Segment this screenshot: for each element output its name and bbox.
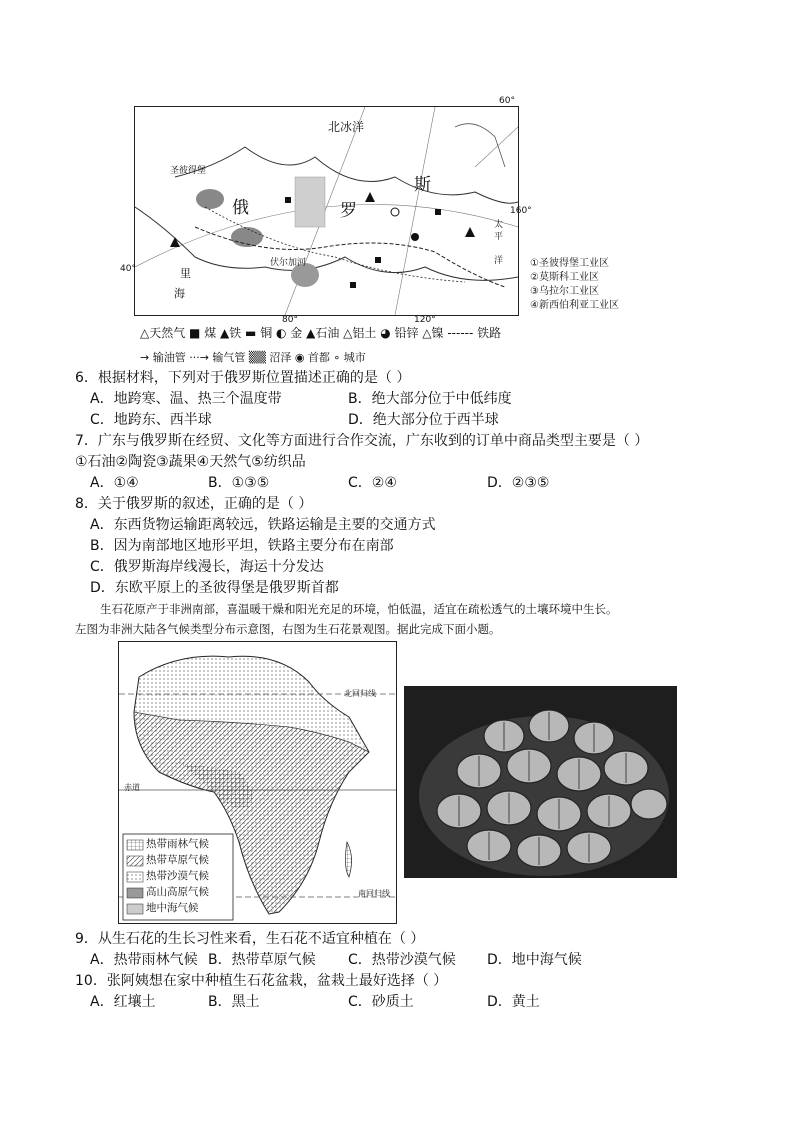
africa-legend-item-3: 热带沙漠气候 [146,870,209,882]
lithops-photo [404,686,677,878]
map-legend-row-1: △天然气 ■ 煤 ▲铁 ▬ 铜 ◐ 金 ▲石油 △铝土 ◕ 铅锌 △镍 ------ 铁路 [140,326,502,340]
industrial-area-3: ③乌拉尔工业区 [530,286,599,297]
africa-legend-item-1: 热带雨林气候 [146,838,209,850]
question-7-items: ①石油②陶瓷③蔬果④天然气⑤纺织品 [75,454,306,470]
question-8-stem: 8．关于俄罗斯的叙述，正确的是（ ） [75,496,313,512]
tropic-cancer-label: 北回归线 [344,689,376,698]
country-char-1: 俄 [232,198,249,218]
question-6-option-a[interactable]: A．地跨寒、温、热三个温度带 [90,391,282,407]
lat-label-60: 60° [499,96,515,106]
question-8-option-b[interactable]: B．因为南部地区地形平坦，铁路主要分布在南部 [90,538,394,554]
africa-legend-item-2: 热带草原气候 [146,854,209,866]
tropic-capricorn-label: 南回归线 [358,889,390,898]
question-9-option-c[interactable]: C．热带沙漠气候 [348,952,456,968]
country-char-3: 斯 [414,175,431,195]
river-label-volga: 伏尔加河 [270,258,307,268]
question-9-stem: 9．从生石花的生长习性来看，生石花不适宜种植在（ ） [75,931,425,947]
question-6-stem: 6．根据材料，下列对于俄罗斯位置描述正确的是（ ） [75,370,411,386]
question-8-option-a[interactable]: A．东西货物运输距离较远，铁路运输是主要的交通方式 [90,517,436,533]
industrial-area-1: ①圣彼得堡工业区 [530,258,609,269]
question-10-option-a[interactable]: A．红壤土 [90,994,156,1010]
question-8-option-c[interactable]: C．俄罗斯海岸线漫长，海运十分发达 [90,559,324,575]
question-10-option-b[interactable]: B．黑土 [208,994,260,1010]
equator-label: 赤道 [124,783,140,792]
map-legend-row-2: → 输油管 ···→ 输气管 ▒▒ 沼泽 ◉ 首都 ∘ 城市 [140,351,366,364]
question-7-stem: 7．广东与俄罗斯在经贸、文化等方面进行合作交流，广东收到的订单中商品类型主要是（ ） [75,433,649,449]
intro-line-1: 生石花原产于非洲南部，喜温暖干燥和阳光充足的环境，怕低温，适宜在疏松透气的土壤环境中生长。 [100,602,618,616]
question-7-option-d[interactable]: D．②③⑤ [487,475,550,491]
question-6-option-b[interactable]: B．绝大部分位于中低纬度 [348,391,512,407]
ocean-char-tai: 太 [494,220,504,230]
ocean-char-yang: 洋 [494,256,504,266]
question-7-option-b[interactable]: B．①③⑤ [208,475,270,491]
question-9-option-d[interactable]: D．地中海气候 [487,952,582,968]
sea-label-li: 里 [180,267,191,280]
lon-label-160: 160° [510,206,532,216]
industrial-area-2: ②莫斯科工业区 [530,272,599,283]
question-6-option-d[interactable]: D．绝大部分位于西半球 [348,412,499,428]
question-7-option-c[interactable]: C．②④ [348,475,397,491]
question-6-option-c[interactable]: C．地跨东、西半球 [90,412,212,428]
africa-legend-item-5: 地中海气候 [146,902,199,914]
russia-map-drawing [135,107,518,315]
intro-line-2: 左图为非洲大陆各气候类型分布示意图，右图为生石花景观图。据此完成下面小题。 [75,622,501,636]
question-9-option-b[interactable]: B．热带草原气候 [208,952,316,968]
city-label-st-petersburg: 圣彼得堡 [170,166,207,176]
question-10-option-c[interactable]: C．砂质土 [348,994,414,1010]
sea-label-hai: 海 [174,287,185,300]
lithops-photo-drawing [404,686,677,878]
question-7-option-a[interactable]: A．①④ [90,475,139,491]
question-10-stem: 10．张阿姨想在家中种植生石花盆栽，盆栽土最好选择（ ） [75,973,448,989]
country-char-2: 罗 [340,201,357,221]
africa-legend-item-4: 高山高原气候 [146,886,209,898]
ocean-char-ping: 平 [494,232,504,242]
lon-label-80: 80° [282,315,298,325]
lat-label-40: 40° [120,264,136,274]
question-9-option-a[interactable]: A．热带雨林气候 [90,952,198,968]
russia-map [134,106,519,316]
question-8-option-d[interactable]: D．东欧平原上的圣彼得堡是俄罗斯首都 [90,580,339,596]
industrial-area-4: ④新西伯利亚工业区 [530,300,619,311]
ocean-label: 北冰洋 [328,120,365,134]
lon-label-120: 120° [414,315,436,325]
question-10-option-d[interactable]: D．黄土 [487,994,540,1010]
